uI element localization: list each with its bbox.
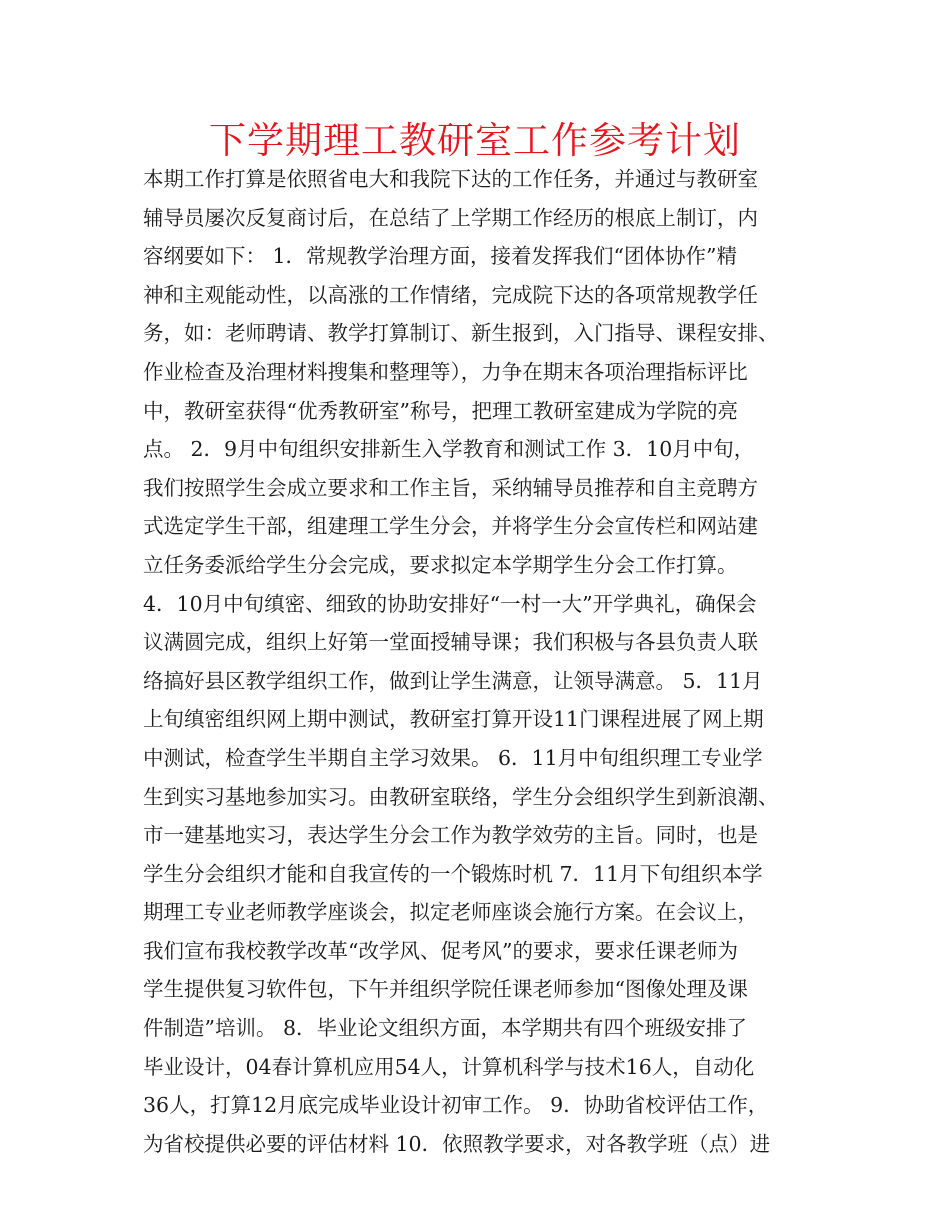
body-line: 生到实习基地参加实习。由教研室联络，学生分会组织学生到新浪潮、 (143, 784, 779, 809)
body-line: 络搞好县区教学组织工作，做到让学生满意，让领导满意。 5．11月 (143, 668, 763, 693)
document-body (143, 160, 823, 1163)
body-line: 点。 2．9月中旬组织安排新生入学教育和测试工作 3．10月中旬， (143, 437, 755, 462)
body-line: 式选定学生干部，组建理工学生分会，并将学生分会宣传栏和网站建 (143, 514, 758, 539)
body-line: 中测试，检查学生半期自主学习效果。 6．11月中旬组织理工专业学 (143, 745, 763, 770)
document-title: 下学期理工教研室工作参考计划 (209, 119, 741, 162)
body-line: 市一建基地实习，表达学生分会工作为教学效劳的主旨。同时，也是 (143, 823, 758, 848)
body-line: 本期工作打算是依照省电大和我院下达的工作任务，并通过与教研室 (143, 167, 758, 191)
body-line: 期理工专业老师教学座谈会，拟定老师座谈会施行方案。在会议上， (143, 900, 758, 925)
body-line: 我们按照学生会成立要求和工作主旨，采纳辅导员推荐和自主竞聘方 (143, 475, 758, 500)
body-line: 务，如：老师聘请、教学打算制订、新生报到，入门指导、课程安排、 (143, 321, 779, 346)
body-line: 4．10月中旬缜密、细致的协助安排好“一村一大”开学典礼，确保会 (143, 591, 757, 616)
body-line: 我们宣布我校教学改革“改学风、促考风”的要求，要求任课老师为 (143, 938, 738, 963)
body-line: 容纲要如下： 1．常规教学治理方面，接着发挥我们“团体协作”精 (143, 244, 738, 269)
body-line: 学生提供复习软件包，下午并组织学院任课老师参加“图像处理及课 (143, 977, 748, 1002)
body-line: 为省校提供必要的评估材料 10．依照教学要求，对各教学班（点）进 (143, 1131, 771, 1156)
body-line: 上旬缜密组织网上期中测试，教研室打算开设11门课程进展了网上期 (143, 707, 764, 732)
body-line: 议满圆完成，组织上好第一堂面授辅导课；我们积极与各县负责人联 (143, 630, 758, 655)
body-line: 作业检查及治理材料搜集和整理等），力争在期末各项治理指标评比 (143, 359, 748, 384)
body-line: 学生分会组织才能和自我宣传的一个锻炼时机 7．11月下旬组织本学 (143, 861, 763, 886)
body-line: 中，教研室获得“优秀教研室”称号，把理工教研室建成为学院的亮 (143, 398, 738, 423)
body-line: 立任务委派给学生分会完成，要求拟定本学期学生分会工作打算。 (143, 552, 738, 577)
body-line: 毕业设计，04春计算机应用54人，计算机科学与技术16人，自动化 (143, 1054, 755, 1079)
body-line: 辅导员屡次反复商讨后，在总结了上学期工作经历的根底上制订，内 (143, 205, 758, 230)
body-line: 件制造”培训。 8．毕业论文组织方面，本学期共有四个班级安排了 (143, 1016, 748, 1041)
body-line: 神和主观能动性，以高涨的工作情绪，完成院下达的各项常规教学任 (143, 282, 758, 307)
body-line: 36人，打算12月底完成毕业设计初审工作。 9．协助省校评估工作， (143, 1093, 769, 1118)
